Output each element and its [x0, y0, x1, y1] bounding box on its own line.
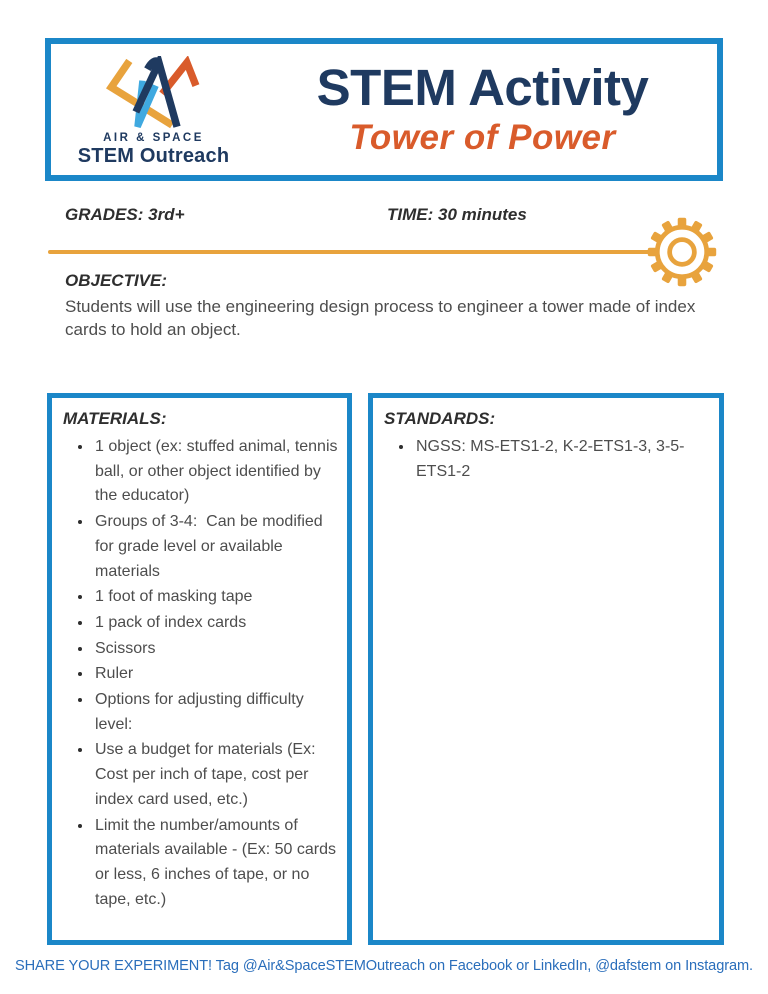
logo-block [51, 52, 256, 168]
list-item: • NGSS: MS-ETS1-2, K-2-ETS1-3, 3-5-ETS1-2 [414, 434, 717, 484]
gear-icon [644, 214, 720, 290]
list-item: • Groups of 3-4: Can be modified for grade level or available materials [93, 509, 345, 584]
time-label: TIME: 30 minutes [387, 205, 527, 224]
header-banner [45, 38, 723, 181]
divider-line [48, 250, 654, 254]
objective-text: Students will use the engineering design process to engineer a tower made of index cards to hold an object. [65, 297, 696, 339]
star-logo-icon [51, 56, 256, 130]
title-block [256, 61, 717, 158]
list-item: • Use a budget for materials (Ex: Cost per inch of tape, cost per index card used, etc.) [93, 737, 345, 812]
grades-label: GRADES: 3rd+ [65, 205, 185, 224]
standards-heading: STANDARDS: [384, 409, 496, 428]
footer-share-note: SHARE YOUR EXPERIMENT! Tag @Air&SpaceSTEMOutreach on Facebook or LinkedIn, @dafstem on Instagram. [14, 958, 754, 974]
list-item: • 1 foot of masking tape [93, 584, 345, 610]
list-item: • Scissors [93, 636, 345, 662]
activity-subtitle: Tower of Power [349, 117, 616, 157]
standards-box [368, 393, 724, 945]
materials-list [63, 434, 345, 912]
org-name-line2: STEM Outreach [77, 144, 230, 167]
materials-heading: MATERIALS: [63, 409, 167, 428]
standards-list [384, 434, 717, 484]
list-item: • 1 object (ex: stuffed animal, tennis ball, or other object identified by the educator) [93, 434, 345, 509]
list-item: • 1 pack of index cards [93, 610, 345, 636]
materials-box [47, 393, 352, 945]
page-title: STEM Activity [316, 59, 649, 117]
objective-heading: OBJECTIVE: [65, 271, 168, 290]
list-item: • Ruler [93, 661, 345, 687]
list-item: • Limit the number/amounts of materials available - (Ex: 50 cards or less, 6 inches of tape, or no tape, etc.) [93, 813, 345, 913]
list-item: • Options for adjusting difficulty level: [93, 687, 345, 737]
org-name-line1: AIR & SPACE [103, 131, 204, 144]
